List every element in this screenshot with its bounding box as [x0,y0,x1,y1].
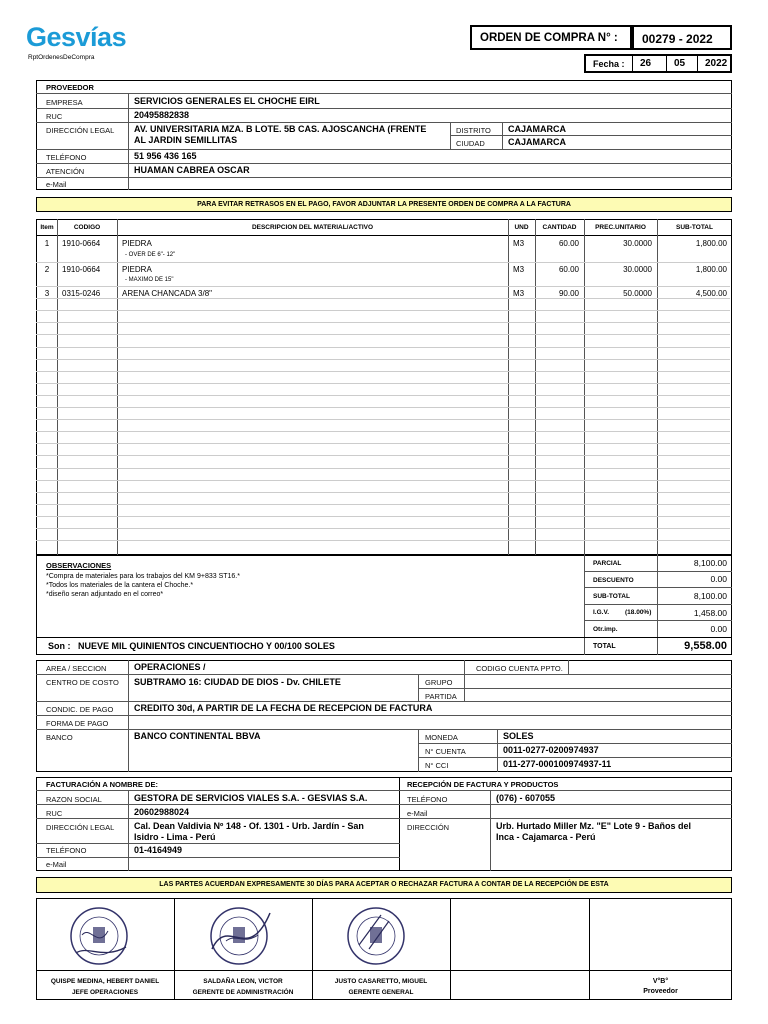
row-qty: 90.00 [558,289,579,298]
supplier-distrito: CAJAMARCA [508,124,566,134]
billing-email-label: e-Mail [46,860,67,869]
son-text: NUEVE MIL QUINIENTOS CINCUENTIOCHO Y 00/100 SOLES [78,641,335,651]
subtotal-value: 8,100.00 [693,591,727,601]
grupo-label: GRUPO [425,678,453,687]
billing-header: FACTURACIÓN A NOMBRE DE: [46,780,158,789]
table-grid-line [36,431,730,432]
order-title: ORDEN DE COMPRA N° : [480,32,618,44]
report-name: RptOrdenesDeCompra [28,54,95,61]
row-sub: - MAXIMO DE 15" [125,277,174,283]
notice-bottom: LAS PARTES ACUERDAN EXPRESAMENTE 30 DÍAS PARA ACEPTAR O RECHAZAR FACTURA A CONTAR DE LA RECEPCIÓN DE ESTA [36,877,732,893]
col-code: CODIGO [73,224,101,231]
otr-value: 0.00 [710,624,727,634]
supplier-address-line1: AV. UNIVERSITARIA MZA. B LOTE. 5B CAS. AJOSCANCHA (FRENTE [134,124,427,134]
billing-phone: 01-4164949 [134,845,183,855]
table-grid-line [36,383,730,384]
billing-phone-label: TELÉFONO [46,846,87,855]
otr-label: Otr.imp. [593,626,618,633]
row-desc: PIEDRA [122,239,152,248]
row-code: 0315-0246 [62,289,101,298]
reception-address-label: DIRECCIÓN [407,823,450,832]
billing-ruc-label: RUC [46,809,63,818]
col-price: PREC.UNITARIO [595,224,646,231]
table-grid-line [36,443,730,444]
date-year: 2022 [705,58,728,69]
signer-name: JUSTO CASARETTO, MIGUEL [334,978,428,985]
igv-rate: (18.00%) [625,609,652,616]
table-grid-line [36,468,730,469]
vobo-role: Proveedor [643,988,678,995]
supplier-empresa: SERVICIOS GENERALES EL CHOCHE EIRL [134,96,320,106]
parcial-label: PARCIAL [593,560,622,567]
signer-name: SALDAÑA LEON, VICTOR [203,978,283,985]
col-und: UND [514,224,529,231]
supplier-header: PROVEEDOR [46,83,94,92]
area-label: AREA / SECCION [46,664,107,673]
igv-label: I.G.V. [593,609,610,616]
billing-razon-label: RAZON SOCIAL [46,795,102,804]
supplier-address-line2: AL JARDIN SEMILLITAS [134,135,238,145]
row-item: 1 [44,239,50,248]
cost-center-label: CENTRO DE COSTO [46,678,119,687]
table-grid-line [36,492,730,493]
cost-center-value: SUBTRAMO 16: CIUDAD DE DIOS - Dv. CHILETE [134,677,341,687]
cci-value: 011-277-000100974937-11 [503,759,612,769]
moneda-label: MONEDA [425,733,458,742]
observations-header: OBSERVACIONES [46,561,112,570]
supplier-ciudad: CAJAMARCA [508,137,566,147]
vobo-label: V°B° [652,978,669,985]
reception-header: RECEPCIÓN DE FACTURA Y PRODUCTOS [407,780,559,789]
billing-razon: GESTORA DE SERVICIOS VIALES S.A. - GESVIAS S.A. [134,793,368,803]
order-number: 00279 - 2022 [642,32,713,46]
reception-phone-label: TELÉFONO [407,795,448,804]
moneda-value: SOLES [503,731,534,741]
row-price: 30.0000 [623,265,652,274]
signer-role: JEFE OPERACIONES [71,989,139,996]
table-grid-line [36,407,730,408]
banco-value: BANCO CONTINENTAL BBVA [134,731,261,741]
supplier-ruc-label: RUC [46,112,63,121]
reception-address-line1: Urb. Hurtado Miller Mz. "E" Lote 9 - Baños del [496,821,692,831]
subtotal-label: SUB-TOTAL [593,593,630,600]
signature-stamp-1 [68,905,130,969]
forma-pago-label: FORMA DE PAGO [46,719,109,728]
row-total: 4,500.00 [695,289,727,298]
col-item: Item [40,224,54,231]
observation-line: *diseño seran adjuntado en el correo* [46,591,164,598]
table-grid-line [36,504,730,505]
row-total: 1,800.00 [695,239,727,248]
signer-name: QUISPE MEDINA, HEBERT DANIEL [50,978,160,985]
budget-code-label: CODIGO CUENTA PPTO. [476,664,563,673]
table-grid-line [36,322,730,323]
observation-line: *Todos los materiales de la cantera el Choche.* [46,582,194,589]
row-price: 30.0000 [623,239,652,248]
date-label: Fecha : [593,59,625,69]
supplier-phone: 51 956 436 165 [134,151,197,161]
row-code: 1910-0664 [62,265,101,274]
cuenta-value: 0011-0277-0200974937 [503,745,599,755]
row-sub: - OVER DE 6"- 12" [125,252,176,258]
total-label: TOTAL [593,643,616,650]
area-value: OPERACIONES / [134,662,206,672]
table-grid-line [36,334,730,335]
row-desc: ARENA CHANCADA 3/8" [122,289,212,298]
supplier-attention-label: ATENCIÓN [46,167,85,176]
condic-label: CONDIC. DE PAGO [46,705,114,714]
order-title-box [470,25,632,50]
row-und: M3 [513,289,525,298]
row-code: 1910-0664 [62,239,101,248]
row-qty: 60.00 [558,265,579,274]
col-desc: DESCRIPCION DEL MATERIAL/ACTIVO [251,224,374,231]
reception-phone: (076) - 607055 [496,793,556,803]
brand-name: Gesvías [26,22,127,52]
observation-line: *Compra de materiales para los trabajos del KM 9+833 ST16.* [46,573,240,580]
signature-stamp-2 [208,905,274,969]
table-grid-line [36,359,730,360]
signer-role: GERENTE DE ADMINISTRACIÓN [192,989,294,996]
row-desc: PIEDRA [122,265,152,274]
row-qty: 60.00 [558,239,579,248]
table-grid-line [36,540,730,541]
table-grid-line [36,310,730,311]
signature-stamp-3 [345,905,407,969]
parcial-value: 8,100.00 [693,558,727,568]
billing-address-line1: Cal. Dean Valdivia Nº 148 - Of. 1301 - Urb. Jardín - San [134,821,364,831]
partida-label: PARTIDA [425,692,457,701]
igv-value: 1,458.00 [693,608,727,618]
col-qty: CANTIDAD [542,224,577,231]
row-und: M3 [513,265,525,274]
total-value: 9,558.00 [684,640,727,652]
row-und: M3 [513,239,525,248]
table-grid-line [36,480,730,481]
banco-label: BANCO [46,733,73,742]
billing-address-line2: Isidro - Lima - Perú [134,832,216,842]
reception-address-line2: Inca - Cajamarca - Perú [496,832,596,842]
row-total: 1,800.00 [695,265,727,274]
date-month: 05 [674,58,686,69]
table-grid-line [36,298,730,299]
row-price: 50.0000 [623,289,652,298]
table-grid-line [36,395,730,396]
table-grid-line [36,419,730,420]
notice-top: PARA EVITAR RETRASOS EN EL PAGO, FAVOR ADJUNTAR LA PRESENTE ORDEN DE COMPRA A LA FACTURA [36,197,732,212]
descuento-label: DESCUENTO [593,577,634,584]
descuento-value: 0.00 [710,574,727,584]
table-grid-line [36,347,730,348]
supplier-phone-label: TELÉFONO [46,153,87,162]
condic-value: CREDITO 30d, A PARTIR DE LA FECHA DE RECEPCION DE FACTURA [134,703,433,713]
supplier-ruc: 20495882838 [134,110,190,120]
son-label: Son : [48,641,71,651]
table-grid-line [36,528,730,529]
signer-role: GERENTE GENERAL [348,989,414,996]
supplier-address-label: DIRECCIÓN LEGAL [46,126,115,135]
table-grid-line [36,371,730,372]
supplier-distrito-label: DISTRITO [456,126,491,135]
table-grid-line [36,286,730,287]
reception-email-label: e-Mail [407,809,428,818]
billing-address-label: DIRECCIÓN LEGAL [46,823,115,832]
col-total: SUB-TOTAL [676,224,713,231]
cuenta-label: N° CUENTA [425,747,466,756]
billing-ruc: 20602988024 [134,807,190,817]
supplier-ciudad-label: CIUDAD [456,139,485,148]
table-grid-line [36,516,730,517]
date-day: 26 [640,58,652,69]
row-item: 3 [44,289,50,298]
cci-label: N° CCI [425,761,449,770]
table-grid-line [36,262,730,263]
observations-section [36,555,732,655]
row-item: 2 [44,265,50,274]
table-grid-line [36,455,730,456]
supplier-email-label: e-Mail [46,180,67,189]
supplier-empresa-label: EMPRESA [46,98,83,107]
order-number-box [632,25,732,50]
brand-logo [26,22,126,53]
supplier-attention: HUAMAN CABREA OSCAR [134,165,250,175]
